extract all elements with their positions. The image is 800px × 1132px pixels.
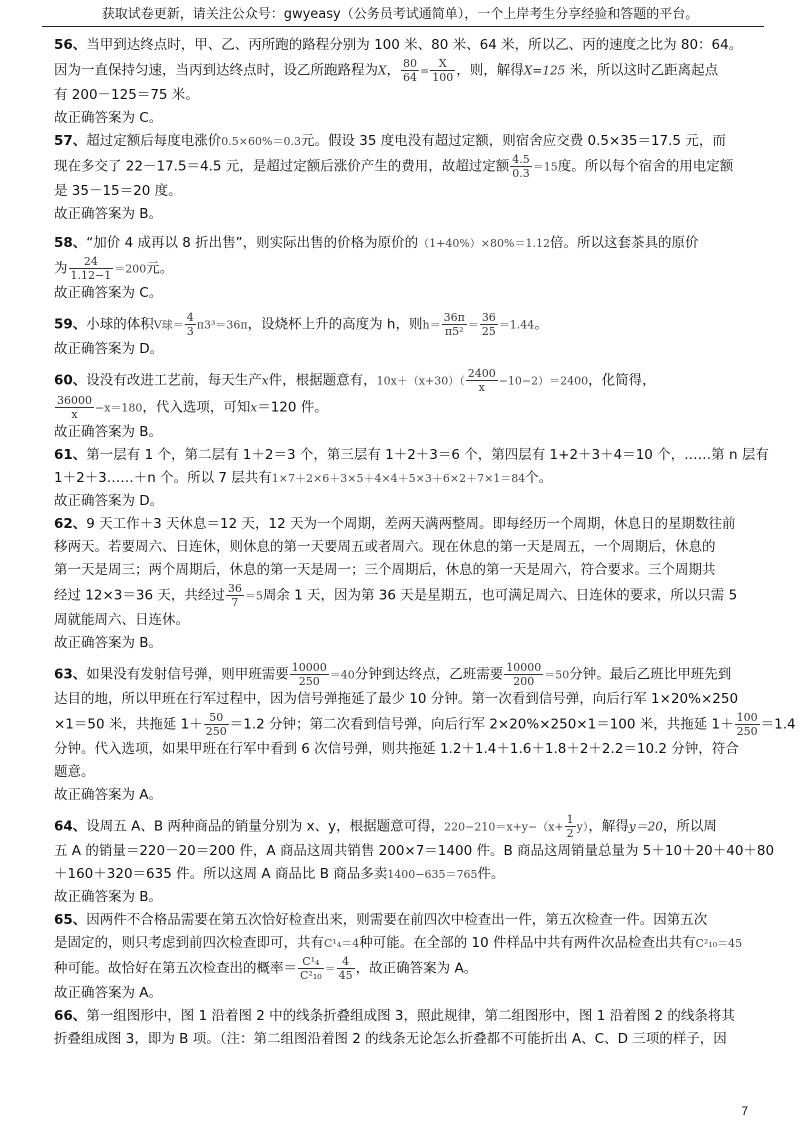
fraction: $\frac{10000}{250}$ bbox=[291, 661, 327, 688]
fraction: $\frac{4}{45}$ bbox=[338, 955, 353, 982]
formula: π3³＝36π bbox=[196, 318, 248, 332]
text: 第一组图形中，图 1 沿着图 2 中的线条折叠组成图 3，照此规律，第二组图形中，图 1 沿着图 2 的线条将其 bbox=[86, 1008, 735, 1024]
formula: ＝1.44 bbox=[498, 318, 535, 332]
text: 种可能。在全部的 10 件样品中共有两件次品检查出共有 bbox=[359, 935, 696, 951]
text: “加价 4 成再以 8 折出售”，则实际出售的价格为原价的 bbox=[86, 235, 419, 251]
answer-line: 故正确答案为 A。 bbox=[54, 985, 163, 1001]
fraction: $\frac{80}{64}$ bbox=[403, 57, 418, 84]
formula: = bbox=[420, 64, 430, 78]
question-number: 56、 bbox=[54, 37, 87, 53]
answer-line: 故正确答案为 B。 bbox=[54, 635, 163, 651]
text: 件。 bbox=[477, 866, 505, 882]
text: 因为一直保持匀速，当丙到达终点时，设乙所跑路程为 bbox=[54, 62, 378, 79]
text: 9 天工作＋3 天休息＝12 天，12 天为一个周期，差两天满两整周。即每经历一个周期，休息日的星期数往前 bbox=[86, 516, 736, 532]
text: 折叠组成图 3，即为 B 项。（注：第二组图沿着图 2 的线条无论怎么折叠都不可能折出 A、C、D 三项的样子，因 bbox=[54, 1031, 727, 1047]
formula: C²₁₀＝45 bbox=[695, 937, 743, 950]
fraction: $\frac{1}{2}$ bbox=[566, 813, 574, 840]
text: 元。假设 35 度电没有超过定额，则宿舍应交费 0.5×35＝17.5 元，而 bbox=[300, 133, 726, 149]
text: 件，根据题意有， bbox=[268, 372, 377, 389]
fraction: $\frac{\text{C¹₄}}{\text{C²₁₀}}$ bbox=[300, 955, 322, 982]
text: 。 bbox=[534, 316, 548, 333]
text: 是 35－15＝20 度。 bbox=[54, 183, 182, 199]
question-number: 64、 bbox=[54, 818, 87, 835]
document-body bbox=[54, 34, 796, 1051]
text: 倍。所以这套茶具的原价 bbox=[549, 235, 699, 251]
question-65 bbox=[54, 909, 766, 1005]
question-64 bbox=[54, 813, 775, 909]
answer-line: 故正确答案为 D。 bbox=[54, 493, 164, 509]
text: ，解得 bbox=[588, 818, 629, 835]
text: 周就能周六、日连休。 bbox=[54, 612, 189, 628]
text: ，化简得， bbox=[588, 372, 656, 389]
text: 当甲到达终点时，甲、乙、丙所跑的路程分别为 100 米、80 米、64 米，所以乙、丙的速度之比为 80：64。 bbox=[86, 37, 743, 53]
fraction: $\frac{36}{25}$ bbox=[481, 311, 496, 338]
question-number: 65、 bbox=[54, 912, 87, 928]
question-number: 59、 bbox=[54, 316, 87, 333]
question-number: 57、 bbox=[54, 133, 87, 149]
question-62 bbox=[54, 513, 766, 655]
formula: X=125 bbox=[523, 63, 566, 78]
answer-line: 故正确答案为 B。 bbox=[54, 424, 163, 440]
text: 是固定的，则只考虑到前四次检查即可，共有 bbox=[54, 935, 324, 951]
question-60 bbox=[54, 367, 766, 444]
text: 个。 bbox=[525, 470, 553, 486]
formula: ＝15 bbox=[532, 160, 558, 174]
question-number: 66、 bbox=[54, 1008, 87, 1024]
answer-line: 故正确答案为 A。 bbox=[54, 787, 163, 803]
question-number: 61、 bbox=[54, 447, 87, 463]
text: 元。 bbox=[146, 260, 174, 277]
question-56 bbox=[54, 34, 766, 130]
question-57 bbox=[54, 130, 766, 226]
text: ＝120 件。 bbox=[257, 399, 328, 416]
fraction: $\frac{36\pi}{\text{π5²}}$ bbox=[443, 311, 465, 338]
text: ，则，解得 bbox=[456, 62, 524, 79]
text: 为 bbox=[54, 260, 68, 277]
formula: C¹₄＝4 bbox=[324, 937, 360, 950]
text: 超过定额后每度电涨价 bbox=[86, 133, 222, 149]
formula: 10x＋（x+30）（ bbox=[376, 374, 465, 388]
answer-line: 故正确答案为 C。 bbox=[54, 110, 163, 126]
question-number: 62、 bbox=[54, 516, 87, 532]
text: ，设烧杯上升的高度为 h，则 bbox=[247, 316, 423, 333]
formula: y＝20 bbox=[628, 819, 663, 834]
text: ，代入选项，可知 bbox=[142, 399, 251, 416]
page-number: 7 bbox=[741, 1104, 748, 1118]
text: ， bbox=[386, 62, 401, 79]
question-63 bbox=[54, 661, 796, 807]
formula: ＝5 bbox=[244, 589, 263, 603]
text: 设没有改进工艺前，每天生产 bbox=[86, 372, 262, 389]
fraction: $\frac{36}{7}$ bbox=[227, 582, 242, 609]
fraction: $\frac{100}{250}$ bbox=[736, 711, 758, 738]
fraction: $\frac{2400}{x}$ bbox=[467, 367, 496, 394]
text: 米，所以这时乙距离起点 bbox=[565, 62, 719, 79]
text: 经过 12×3＝36 天，共经过 bbox=[54, 587, 225, 604]
fraction: $\frac{10000}{200}$ bbox=[506, 661, 542, 688]
page-header: 获取试卷更新，请关注公众号：gwyeasy（公务员考试通简单），一个上岸考生分享经验和答题的平台。 bbox=[101, 7, 699, 22]
formula: ＝40 bbox=[329, 668, 355, 682]
fraction: $\frac{4.5}{0.3}$ bbox=[512, 153, 530, 180]
answer-line: 故正确答案为 B。 bbox=[54, 889, 163, 905]
text: 分钟。最后乙班比甲班先到 bbox=[569, 666, 732, 683]
text: 五 A 的销量＝220－20＝200 件，A 商品这周共销售 200×7＝1400 件。B 商品这周销量总量为 5＋10＋20＋40＋80 bbox=[54, 843, 775, 859]
text: 周余 1 天，因为第 36 天是星期五，也可满足周六、日连休的要求，所以只需 5 bbox=[262, 587, 738, 604]
text: 小球的体积 bbox=[86, 316, 154, 333]
formula: （1+40%）×80%＝1.12 bbox=[418, 237, 550, 250]
question-number: 63、 bbox=[54, 666, 87, 683]
formula: −x＝180 bbox=[95, 401, 143, 415]
text: 现在多交了 22－17.5＝4.5 元，是超过定额后涨价产生的费用，故超过定额 bbox=[54, 158, 510, 175]
question-59 bbox=[54, 311, 766, 361]
text: 移两天。若要周六、日连休，则休息的第一天要周五或者周六。现在休息的第一天是周五，一个周期后，休息的 bbox=[54, 539, 716, 555]
text: 因两件不合格品需要在第五次恰好检查出来，则需要在前四次中检查出一件，第五次检查一件。因第五次 bbox=[86, 912, 708, 928]
text: ，故正确答案为 A。 bbox=[355, 960, 478, 977]
text: 1＋2＋3……＋n 个。所以 7 层共有 bbox=[54, 470, 272, 486]
text: 第一天是周三；两个周期后，休息的第一天是周一；三个周期后，休息的第一天是周六，符合要求。三个周期共 bbox=[54, 562, 716, 578]
fraction: $\frac{4}{3}$ bbox=[186, 311, 194, 338]
formula: 0.5×60%＝0.3 bbox=[221, 135, 301, 148]
text: 第一层有 1 个，第二层有 1＋2＝3 个，第三层有 1＋2＋3＝6 个，第四层有 1+2＋3＋4＝10 个，……第 n 层有 bbox=[86, 447, 769, 463]
header-divider bbox=[42, 26, 764, 27]
text: 有 200－125＝75 米。 bbox=[54, 87, 199, 103]
formula: ＝200 bbox=[114, 262, 147, 276]
question-number: 58、 bbox=[54, 235, 87, 251]
text: 度。所以每个宿舍的用电定额 bbox=[557, 158, 734, 175]
formula: ＝50 bbox=[544, 668, 570, 682]
text: 分钟到达终点，乙班需要 bbox=[354, 666, 504, 683]
text: 种可能。故恰好在第五次检查出的概率＝ bbox=[54, 960, 297, 977]
formula: 1×7＋2×6＋3×5＋4×4＋5×3＋6×2＋7×1＝84 bbox=[271, 472, 526, 485]
text: ＝1.2 分钟；第二次看到信号弹，向后行军 2×20%×250×1＝100 米，共拖延 1＋ bbox=[229, 716, 734, 733]
text: 达目的地，所以甲班在行军过程中，因为信号弹拖延了最少 10 分钟。第一次看到信号弹，向后行军 1×20%×250 bbox=[54, 691, 739, 707]
question-61 bbox=[54, 444, 769, 513]
fraction: $\frac{50}{250}$ bbox=[205, 711, 227, 738]
question-58 bbox=[54, 232, 766, 305]
text: ＝1.4 bbox=[760, 716, 796, 733]
formula: h＝ bbox=[422, 318, 441, 332]
formula: ＝ bbox=[467, 318, 479, 332]
question-66 bbox=[54, 1005, 766, 1051]
formula: x bbox=[250, 400, 258, 415]
text: 题意。 bbox=[54, 764, 95, 780]
formula: −10−2）＝2400 bbox=[498, 374, 589, 388]
text: 分钟。代入选项，如果甲班在行军中看到 6 次信号弹，则共拖延 1.2＋1.4＋1.6＋1.8＋2＋2.2＝10.2 分钟，符合 bbox=[54, 741, 739, 757]
formula: ＝ bbox=[324, 962, 336, 976]
formula: X bbox=[378, 63, 387, 78]
text: 设周五 A、B 两种商品的销量分别为 x、y，根据题意可得， bbox=[86, 818, 445, 835]
answer-line: 故正确答案为 D。 bbox=[54, 341, 164, 357]
text: ＋160＋320＝635 件。所以这周 A 商品比 B 商品多卖 bbox=[54, 866, 388, 882]
formula: 1400−635＝765 bbox=[387, 868, 478, 881]
question-number: 60、 bbox=[54, 372, 87, 389]
formula: y） bbox=[576, 820, 589, 834]
text: ，所以周 bbox=[662, 818, 717, 835]
formula: V球＝ bbox=[153, 318, 184, 332]
answer-line: 故正确答案为 C。 bbox=[54, 285, 163, 301]
answer-line: 故正确答案为 B。 bbox=[54, 206, 163, 222]
formula: x bbox=[261, 373, 269, 388]
fraction: $\frac{X}{100}$ bbox=[432, 57, 454, 84]
text: ×1＝50 米，共拖延 1＋ bbox=[54, 716, 203, 733]
formula: 220−210＝x+y−（x+ bbox=[444, 820, 564, 834]
fraction: $\frac{36000}{x}$ bbox=[57, 394, 92, 421]
fraction: $\frac{24}{1.12-1}$ bbox=[70, 255, 112, 282]
text: 如果没有发射信号弹，则甲班需要 bbox=[86, 666, 289, 683]
